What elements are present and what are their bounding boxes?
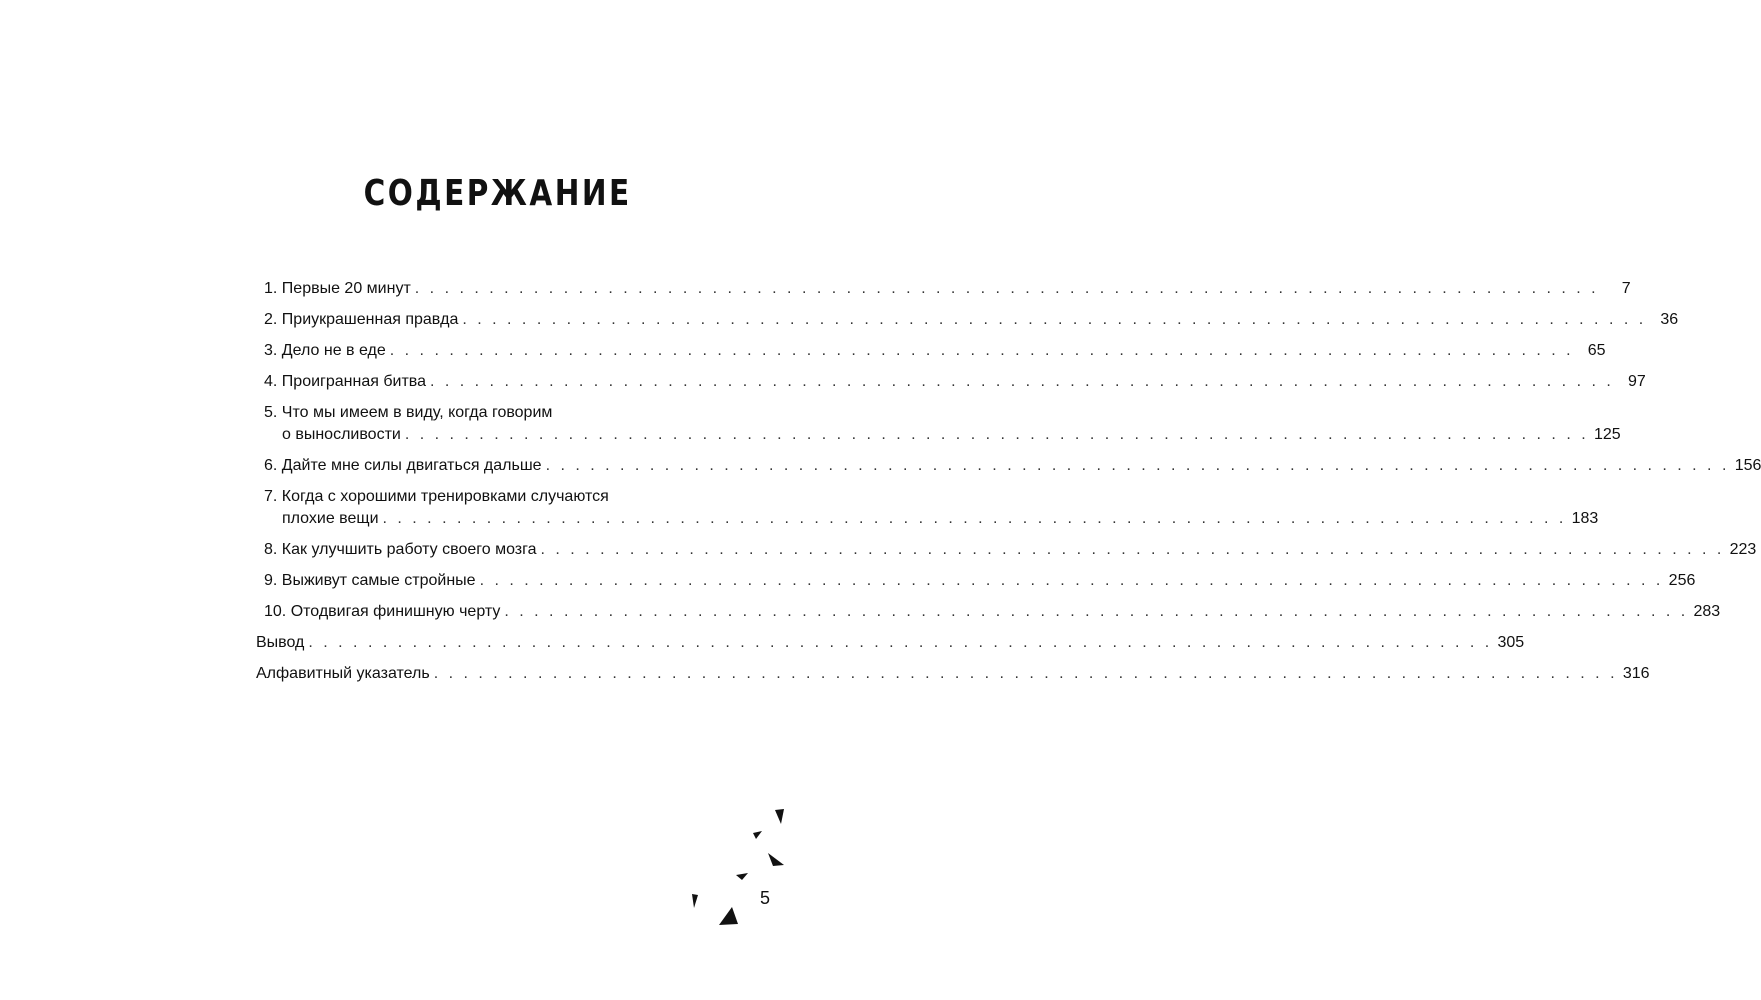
toc-entry-title: Алфавитный указатель [256, 665, 430, 682]
toc-entry-page: 183 [1571, 510, 1599, 527]
toc-entry[interactable] [256, 309, 1679, 331]
toc-entry-page: 97 [1628, 373, 1646, 390]
dot-leader: . . . . . . . . . . . . . . . . . . . . . . . . . . . . . . . . . . . . . . . . . . . . . . . . . . . . . . . . . . . . . . . . . . . . . . . . . . . . . . . . [545, 457, 1730, 474]
toc-entry-page: 305 [1497, 634, 1525, 651]
toc-entry-title: 3. Дело не в еде [264, 342, 386, 359]
toc-entry-page: 316 [1622, 665, 1650, 682]
toc-entry[interactable] [256, 340, 1606, 362]
toc-entry-title: 8. Как улучшить работу своего мозга [264, 541, 537, 558]
toc-entry[interactable] [256, 371, 1646, 393]
toc-entry[interactable] [256, 601, 1721, 623]
page-number: 5 [760, 888, 771, 908]
toc-entry-title: 6. Дайте мне силы двигаться дальше [264, 457, 542, 474]
toc-entry-title: 9. Выживут самые стройные [264, 572, 476, 589]
page-title: СОДЕРЖАНИЕ [363, 173, 632, 214]
toc-entry[interactable] [256, 486, 1599, 530]
ornament-triangle [753, 831, 762, 839]
toc-entry[interactable] [256, 455, 1761, 477]
toc-entry-page: 36 [1660, 311, 1679, 328]
dot-leader: . . . . . . . . . . . . . . . . . . . . . . . . . . . . . . . . . . . . . . . . . . . . . . . . . . . . . . . . . . . . . . . . . . . . . . . . . . . . . . . . [433, 665, 1618, 682]
ornament-triangle [768, 853, 784, 866]
toc-entry-title: Вывод [256, 634, 305, 651]
toc-entry-title: 10. Отодвигая финишную черту [264, 603, 501, 620]
toc-entry-title: о выносливости [282, 426, 401, 443]
toc-entry-title-line1: 5. Что мы имеем в виду, когда говорим [264, 404, 553, 421]
toc-entry[interactable] [256, 570, 1696, 592]
dot-leader: . . . . . . . . . . . . . . . . . . . . . . . . . . . . . . . . . . . . . . . . . . . . . . . . . . . . . . . . . . . . . . . . . . . . . . . . . . . . . . . . [308, 634, 1493, 651]
toc-entry[interactable] [256, 539, 1757, 561]
toc-entry-title: 4. Проигранная битва [264, 373, 426, 390]
toc-entry-page: 65 [1587, 342, 1606, 359]
triangle-ornament-icon [680, 795, 800, 945]
toc-entry-page: 7 [1621, 280, 1631, 297]
dot-leader: . . . . . . . . . . . . . . . . . . . . . . . . . . . . . . . . . . . . . . . . . . . . . . . . . . . . . . . . . . . . . . . . . . . . . . . . . . . . . . . . [404, 426, 1589, 443]
dot-leader: . . . . . . . . . . . . . . . . . . . . . . . . . . . . . . . . . . . . . . . . . . . . . . . . . . . . . . . . . . . . . . . . . . . . . . . . . . . . . . . . [429, 373, 1614, 390]
ornament-triangle [719, 907, 738, 925]
toc-entry-page: 156 [1734, 457, 1761, 474]
ornament-triangle [692, 894, 698, 908]
toc-entry[interactable] [256, 402, 1621, 446]
toc-entry-title: 2. Приукрашенная правда [264, 311, 459, 328]
dot-leader: . . . . . . . . . . . . . . . . . . . . . . . . . . . . . . . . . . . . . . . . . . . . . . . . . . . . . . . . . . . . . . . . . . . . . . . . . . . . . . . . [414, 280, 1599, 297]
ornament-triangle [775, 809, 784, 824]
toc-entry-title-line1: 7. Когда с хорошими тренировками случаются [264, 488, 609, 505]
dot-leader: . . . . . . . . . . . . . . . . . . . . . . . . . . . . . . . . . . . . . . . . . . . . . . . . . . . . . . . . . . . . . . . . . . . . . . . . . . . . . . . . [389, 342, 1574, 359]
toc-entry-page: 223 [1729, 541, 1757, 558]
dot-leader: . . . . . . . . . . . . . . . . . . . . . . . . . . . . . . . . . . . . . . . . . . . . . . . . . . . . . . . . . . . . . . . . . . . . . . . . . . . . . . . . [504, 603, 1689, 620]
ornament-triangle [736, 873, 748, 880]
toc-entry[interactable] [256, 278, 1631, 300]
toc-entry-title: плохие вещи [282, 510, 379, 527]
dot-leader: . . . . . . . . . . . . . . . . . . . . . . . . . . . . . . . . . . . . . . . . . . . . . . . . . . . . . . . . . . . . . . . . . . . . . . . . . . . . . . . . [462, 311, 1647, 328]
toc-entry-page: 256 [1668, 572, 1696, 589]
toc-entry-title: 1. Первые 20 минут [264, 280, 411, 297]
dot-leader: . . . . . . . . . . . . . . . . . . . . . . . . . . . . . . . . . . . . . . . . . . . . . . . . . . . . . . . . . . . . . . . . . . . . . . . . . . . . . . . . [479, 572, 1664, 589]
table-of-contents [256, 278, 1761, 694]
toc-entry-page: 283 [1693, 603, 1721, 620]
toc-entry-page: 125 [1593, 426, 1621, 443]
toc-entry[interactable] [256, 663, 1650, 685]
dot-leader: . . . . . . . . . . . . . . . . . . . . . . . . . . . . . . . . . . . . . . . . . . . . . . . . . . . . . . . . . . . . . . . . . . . . . . . . . . . . . . . . [382, 510, 1567, 527]
toc-entry[interactable] [256, 632, 1525, 654]
dot-leader: . . . . . . . . . . . . . . . . . . . . . . . . . . . . . . . . . . . . . . . . . . . . . . . . . . . . . . . . . . . . . . . . . . . . . . . . . . . . . . . . [540, 541, 1725, 558]
